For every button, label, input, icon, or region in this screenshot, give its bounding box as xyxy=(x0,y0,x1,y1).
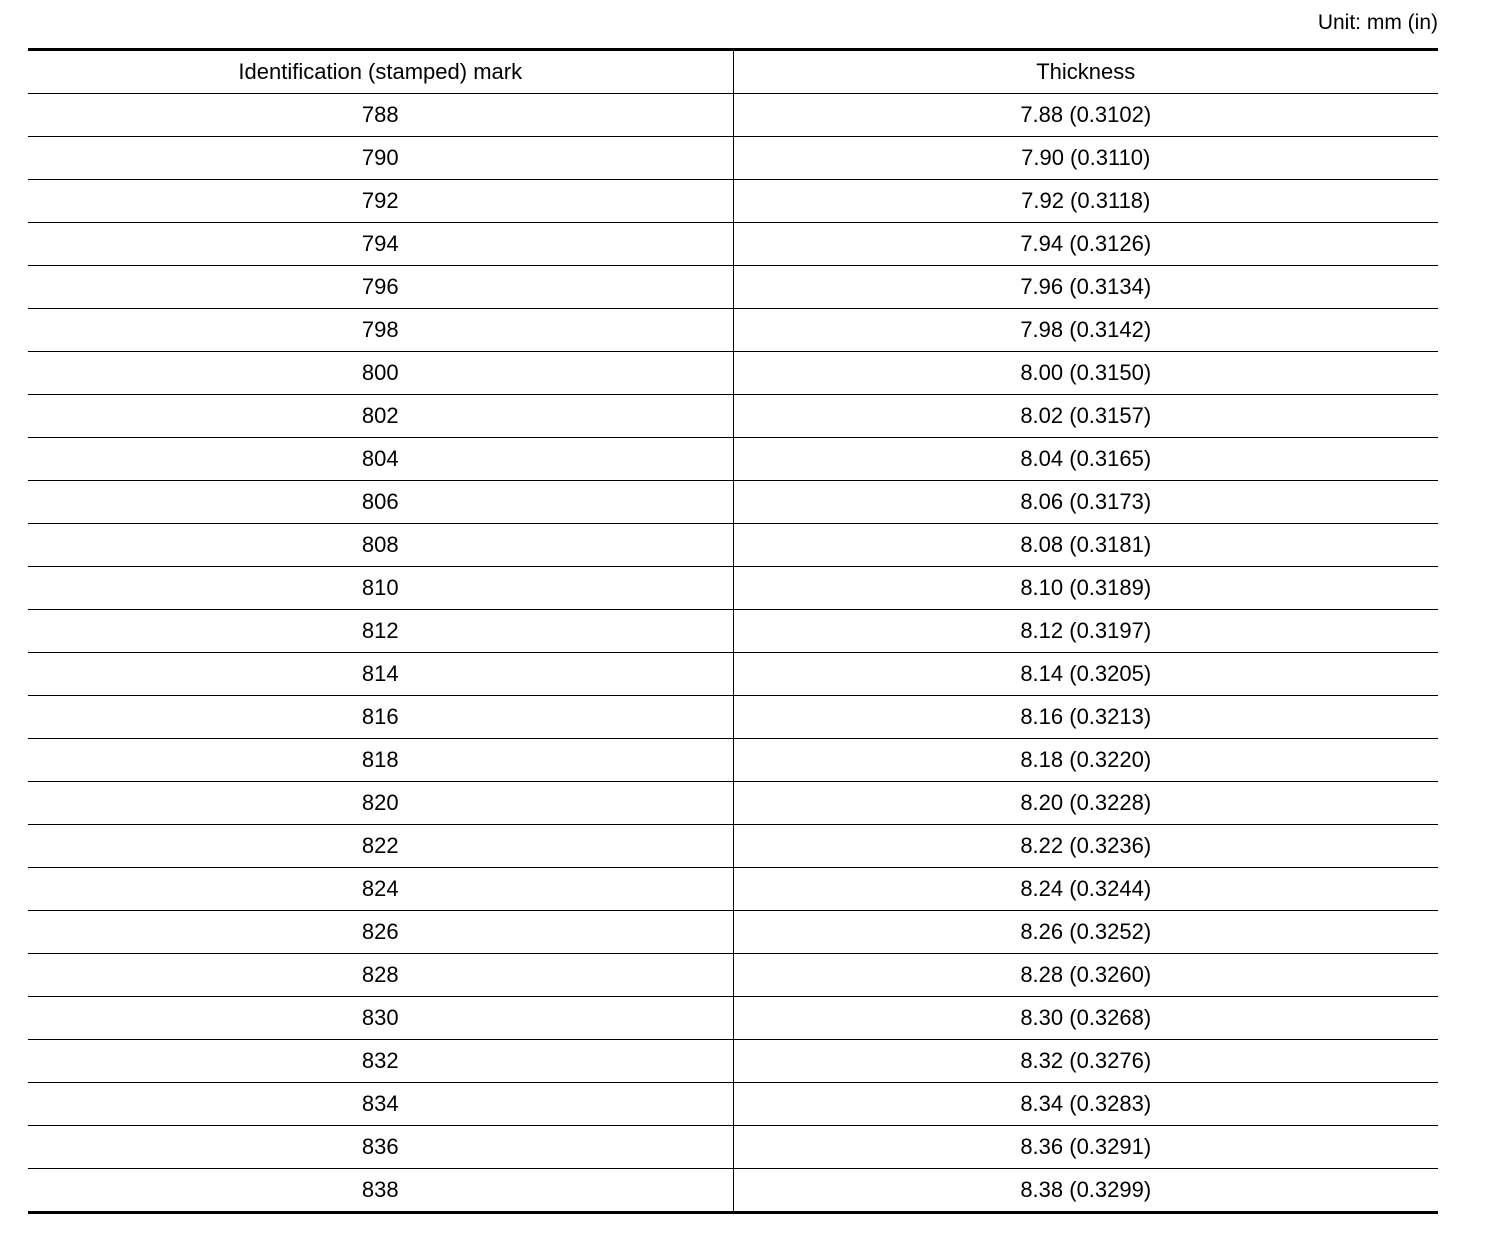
cell-thickness: 8.18 (0.3220) xyxy=(733,739,1438,782)
cell-thickness: 8.24 (0.3244) xyxy=(733,868,1438,911)
cell-identification-mark: 828 xyxy=(28,954,733,997)
table-header xyxy=(28,50,1438,94)
header-identification-mark: Identification (stamped) mark xyxy=(28,50,733,94)
table-row xyxy=(28,180,1438,223)
cell-thickness: 7.94 (0.3126) xyxy=(733,223,1438,266)
table-row xyxy=(28,653,1438,696)
table-row xyxy=(28,266,1438,309)
cell-identification-mark: 830 xyxy=(28,997,733,1040)
cell-identification-mark: 794 xyxy=(28,223,733,266)
table-row xyxy=(28,610,1438,653)
table-row xyxy=(28,825,1438,868)
cell-identification-mark: 818 xyxy=(28,739,733,782)
cell-thickness: 7.98 (0.3142) xyxy=(733,309,1438,352)
cell-identification-mark: 826 xyxy=(28,911,733,954)
table-row xyxy=(28,94,1438,137)
table-row xyxy=(28,1169,1438,1213)
cell-thickness: 8.26 (0.3252) xyxy=(733,911,1438,954)
cell-identification-mark: 814 xyxy=(28,653,733,696)
table-row xyxy=(28,868,1438,911)
table-row xyxy=(28,997,1438,1040)
cell-thickness: 8.08 (0.3181) xyxy=(733,524,1438,567)
cell-identification-mark: 836 xyxy=(28,1126,733,1169)
table-row xyxy=(28,438,1438,481)
thickness-table xyxy=(28,48,1438,1214)
cell-thickness: 8.02 (0.3157) xyxy=(733,395,1438,438)
table-row xyxy=(28,223,1438,266)
cell-thickness: 7.88 (0.3102) xyxy=(733,94,1438,137)
table-row xyxy=(28,395,1438,438)
table-row xyxy=(28,782,1438,825)
cell-identification-mark: 810 xyxy=(28,567,733,610)
cell-thickness: 8.34 (0.3283) xyxy=(733,1083,1438,1126)
cell-identification-mark: 796 xyxy=(28,266,733,309)
table-row xyxy=(28,137,1438,180)
cell-thickness: 8.12 (0.3197) xyxy=(733,610,1438,653)
cell-thickness: 8.32 (0.3276) xyxy=(733,1040,1438,1083)
unit-label: Unit: mm (in) xyxy=(1317,11,1438,34)
header-thickness: Thickness xyxy=(733,50,1438,94)
cell-thickness: 7.92 (0.3118) xyxy=(733,180,1438,223)
cell-identification-mark: 834 xyxy=(28,1083,733,1126)
cell-identification-mark: 838 xyxy=(28,1169,733,1213)
cell-identification-mark: 832 xyxy=(28,1040,733,1083)
cell-identification-mark: 816 xyxy=(28,696,733,739)
cell-identification-mark: 804 xyxy=(28,438,733,481)
cell-identification-mark: 790 xyxy=(28,137,733,180)
cell-thickness: 8.36 (0.3291) xyxy=(733,1126,1438,1169)
table-row xyxy=(28,1083,1438,1126)
cell-identification-mark: 788 xyxy=(28,94,733,137)
cell-identification-mark: 820 xyxy=(28,782,733,825)
header-row xyxy=(28,50,1438,94)
table-row xyxy=(28,1040,1438,1083)
table-row xyxy=(28,524,1438,567)
table-row xyxy=(28,739,1438,782)
table-row xyxy=(28,309,1438,352)
cell-identification-mark: 798 xyxy=(28,309,733,352)
cell-identification-mark: 824 xyxy=(28,868,733,911)
cell-thickness: 7.90 (0.3110) xyxy=(733,137,1438,180)
cell-thickness: 8.28 (0.3260) xyxy=(733,954,1438,997)
cell-thickness: 8.06 (0.3173) xyxy=(733,481,1438,524)
cell-thickness: 8.04 (0.3165) xyxy=(733,438,1438,481)
cell-thickness: 8.20 (0.3228) xyxy=(733,782,1438,825)
table-row xyxy=(28,911,1438,954)
table-row xyxy=(28,954,1438,997)
cell-identification-mark: 802 xyxy=(28,395,733,438)
table-row xyxy=(28,696,1438,739)
cell-thickness: 8.22 (0.3236) xyxy=(733,825,1438,868)
cell-identification-mark: 806 xyxy=(28,481,733,524)
table-row xyxy=(28,352,1438,395)
table-row xyxy=(28,1126,1438,1169)
cell-thickness: 8.30 (0.3268) xyxy=(733,997,1438,1040)
cell-thickness: 8.38 (0.3299) xyxy=(733,1169,1438,1213)
cell-thickness: 8.14 (0.3205) xyxy=(733,653,1438,696)
table-row xyxy=(28,481,1438,524)
cell-identification-mark: 792 xyxy=(28,180,733,223)
cell-thickness: 8.16 (0.3213) xyxy=(733,696,1438,739)
cell-identification-mark: 812 xyxy=(28,610,733,653)
cell-identification-mark: 808 xyxy=(28,524,733,567)
cell-thickness: 7.96 (0.3134) xyxy=(733,266,1438,309)
cell-thickness: 8.10 (0.3189) xyxy=(733,567,1438,610)
cell-identification-mark: 800 xyxy=(28,352,733,395)
cell-thickness: 8.00 (0.3150) xyxy=(733,352,1438,395)
table-row xyxy=(28,567,1438,610)
cell-identification-mark: 822 xyxy=(28,825,733,868)
table-body xyxy=(28,94,1438,1213)
